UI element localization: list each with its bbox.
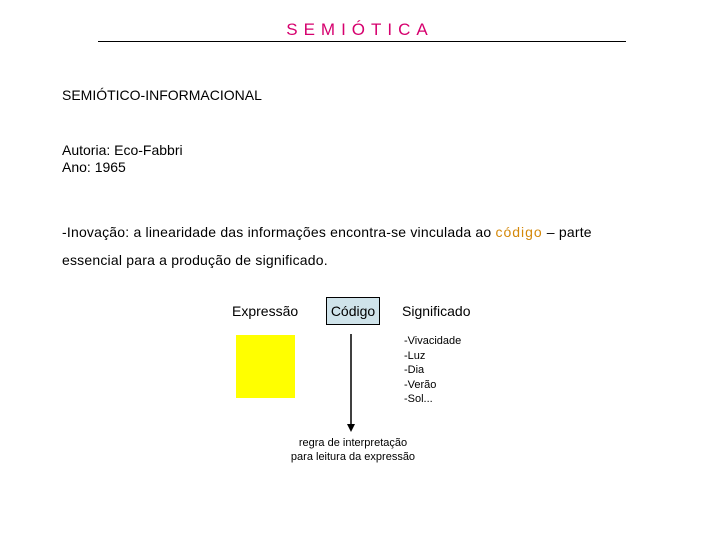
list-item: -Vivacidade — [404, 335, 462, 347]
signified-label: Significado — [402, 303, 471, 319]
section-subtitle: SEMIÓTICO-INFORMACIONAL — [62, 87, 262, 103]
down-arrow-icon — [345, 334, 357, 434]
rule-line: regra de interpretação — [298, 437, 408, 449]
rule-line: para leitura da expressão — [290, 451, 416, 463]
expression-yellow-square — [236, 335, 295, 398]
year-line: Ano: 1965 — [62, 159, 126, 175]
list-item: -Verão — [404, 378, 437, 391]
paragraph-text-after: – parte essencial para a produção de significado. — [62, 224, 592, 268]
title-divider — [98, 41, 626, 42]
list-item: -Luz — [404, 349, 426, 362]
paragraph-highlight: código — [495, 224, 543, 240]
list-item: -Dia — [404, 364, 425, 376]
description-paragraph — [62, 218, 652, 274]
interpretation-rule — [240, 436, 466, 464]
code-label: Código — [330, 303, 376, 319]
author-block — [62, 142, 183, 176]
paragraph-text-before: -Inovação: a linearidade das informações encontra-se vinculada ao — [62, 224, 496, 240]
author-line: Autoria: Eco-Fabbri — [62, 142, 183, 158]
expression-label: Expressão — [232, 303, 299, 319]
code-box — [326, 297, 380, 325]
page-title: SEMIÓTICA — [286, 20, 434, 39]
list-item: -Sol... — [404, 393, 433, 405]
signified-list — [404, 334, 461, 407]
